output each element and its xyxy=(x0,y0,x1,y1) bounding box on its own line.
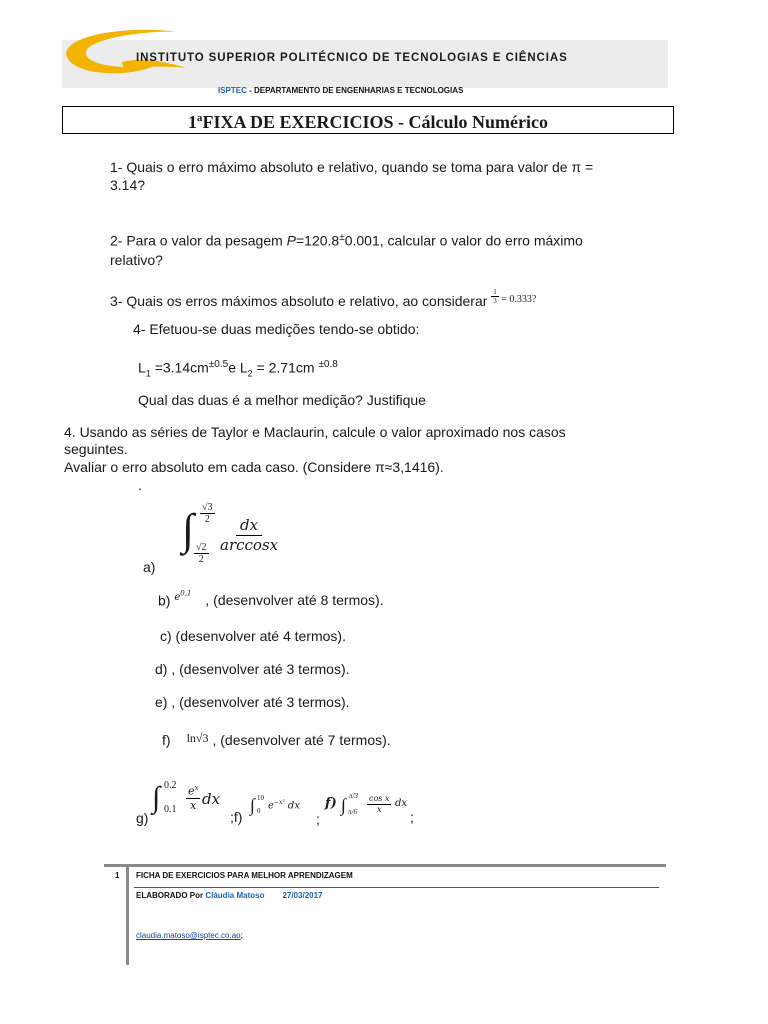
h-separator: ; xyxy=(316,811,320,827)
a-integrand-den: arccosx xyxy=(220,536,279,554)
question-4-question: Qual das duas é a melhor medição? Justifique xyxy=(138,392,426,408)
footer-email-link[interactable]: claudia.matoso@isptec.co.ao xyxy=(136,931,241,940)
department-line xyxy=(218,86,463,95)
q2-text-a: 2- Para o valor da pesagem xyxy=(110,232,287,249)
integral-sign-i: ∫ xyxy=(341,795,346,815)
h-lower: 0 xyxy=(257,807,261,815)
g-fraction xyxy=(186,782,200,812)
integral-sign-a: ∫ xyxy=(182,505,195,554)
f-text: , (desenvolver até 7 termos). xyxy=(212,732,391,748)
q2-text-b: =120.8 xyxy=(296,232,340,249)
integral-a xyxy=(180,500,300,572)
question-5-line2: seguintes. xyxy=(64,441,128,457)
q2-text-c: 0.001, calcular o valor do erro máximo xyxy=(344,232,583,249)
integral-a-lower xyxy=(194,542,209,565)
question-1-line1: 1- Quais o erro máximo absoluto e relativo, quando se toma para valor de π = xyxy=(110,159,594,175)
q4-m1: =3.14cm xyxy=(150,359,209,376)
q4-sub2: 2 xyxy=(247,368,253,379)
integral-h xyxy=(250,794,322,824)
g-num-base: e xyxy=(188,784,195,798)
q2-plusminus: ± xyxy=(339,232,345,243)
footer-title: FICHA DE EXERCICIOS PARA MELHOR APRENDIZAGEM xyxy=(136,871,353,880)
b-base: e xyxy=(174,592,181,604)
q3-text: 3- Quais os erros máximos absoluto e relativo, ao considerar xyxy=(110,293,492,309)
q3-den: 3 xyxy=(493,296,497,305)
q2-var: P xyxy=(286,232,296,249)
footer-author-line xyxy=(136,891,323,900)
q4-mid: e L xyxy=(228,359,248,376)
q4-pm1: ±0.5 xyxy=(208,359,229,370)
q3-fraction xyxy=(491,288,499,305)
h-body: e xyxy=(268,800,274,812)
q4-L1: L xyxy=(138,359,146,376)
i-lower: π/6 xyxy=(348,808,357,816)
item-g-label: g) xyxy=(136,810,149,826)
h-dx: dx xyxy=(284,800,300,812)
b-label: b) xyxy=(158,592,171,609)
institute-name: INSTITUTO SUPERIOR POLITÉCNICO DE TECNOLOGIAS E CIÊNCIAS xyxy=(136,52,568,64)
g-separator: ;f) xyxy=(230,809,243,825)
g-den: x xyxy=(190,798,197,812)
footer-rule xyxy=(104,864,666,867)
dept-separator: - xyxy=(246,86,255,95)
i-upper: π/3 xyxy=(349,792,358,800)
i-label: f) xyxy=(325,796,337,811)
item-d: d) , (desenvolver até 3 termos). xyxy=(155,661,350,677)
i-end: ; xyxy=(410,809,414,825)
footer-elab: ELABORADO Por xyxy=(136,891,206,900)
item-c: c) (desenvolver até 4 termos). xyxy=(160,628,346,644)
integral-a-integrand xyxy=(220,516,278,555)
i-num: cos x xyxy=(369,794,390,803)
integral-i xyxy=(325,790,415,824)
item-a-label: a) xyxy=(143,559,156,575)
g-dx: dx xyxy=(202,790,221,808)
footer-date: 27/03/2017 xyxy=(282,891,323,900)
question-5-line3: Avaliar o erro absoluto em cada caso. (Considere π≈3,1416). xyxy=(64,459,444,475)
footer-vertical-rule xyxy=(126,866,129,965)
q3-num: 1 xyxy=(493,287,497,296)
a-lower-den: 2 xyxy=(198,554,204,565)
dept-acronym: ISPTEC xyxy=(218,86,247,95)
question-2-line1 xyxy=(110,229,583,250)
page-title: 1ªFIXA DE EXERCICIOS - Cálculo Numérico xyxy=(188,112,548,132)
g-num xyxy=(186,782,200,799)
h-upper: 10 xyxy=(257,794,264,802)
dept-name: DEPARTAMENTO DE ENGENHARIAS E TECNOLOGIAS xyxy=(254,86,464,95)
footer-inner-rule xyxy=(134,887,659,888)
integral-sign-h: ∫ xyxy=(250,795,255,815)
q4-sub1: 1 xyxy=(145,368,151,379)
question-2-line2: relativo? xyxy=(110,252,163,268)
item-e: e) , (desenvolver até 3 termos). xyxy=(155,694,350,710)
b-exp: 0,1 xyxy=(180,590,192,598)
f-label: f) xyxy=(162,732,171,748)
q4-m2: = 2.71cm xyxy=(252,359,319,376)
question-4-measures xyxy=(138,356,338,382)
item-b xyxy=(158,590,384,612)
g-upper: 0.2 xyxy=(164,780,177,791)
footer-email-end: ; xyxy=(240,931,243,940)
i-den: x xyxy=(376,805,382,814)
h-exp: −x² xyxy=(273,799,285,806)
item-f xyxy=(162,731,391,750)
a-upper-den: 2 xyxy=(204,514,210,525)
question-5-line1: 4. Usando as séries de Taylor e Maclaurin, calcule o valor aproximado nos casos xyxy=(64,424,566,440)
q4-pm2: ±0.8 xyxy=(318,359,338,370)
question-4-line1: 4- Efetuou-se duas medições tendo-se obtido: xyxy=(133,321,420,337)
g-lower: 0.1 xyxy=(164,804,177,815)
integral-a-upper xyxy=(200,502,215,525)
b-text: , (desenvolver até 8 termos). xyxy=(205,592,384,609)
footer-author: Cláudia Matoso xyxy=(205,891,265,900)
footer-email-line xyxy=(136,931,243,940)
question-3 xyxy=(110,287,537,313)
h-integrand xyxy=(268,799,300,811)
page-number: 1 xyxy=(115,871,120,880)
f-expression: ln√3 xyxy=(186,731,209,745)
question-5-dot: . xyxy=(138,477,142,493)
a-upper-num: √3 xyxy=(202,502,213,513)
i-dx: dx xyxy=(395,798,408,809)
integral-sign-g: ∫ xyxy=(152,781,161,814)
i-fraction xyxy=(367,794,391,815)
b-expression xyxy=(174,592,191,603)
g-num-exp: x xyxy=(194,784,199,792)
integral-g xyxy=(152,778,232,824)
a-lower-num: √2 xyxy=(196,542,207,553)
a-integrand-num: dx xyxy=(236,516,262,536)
question-1-line2: 3.14? xyxy=(110,177,146,193)
q3-rest: = 0.333? xyxy=(498,294,537,305)
